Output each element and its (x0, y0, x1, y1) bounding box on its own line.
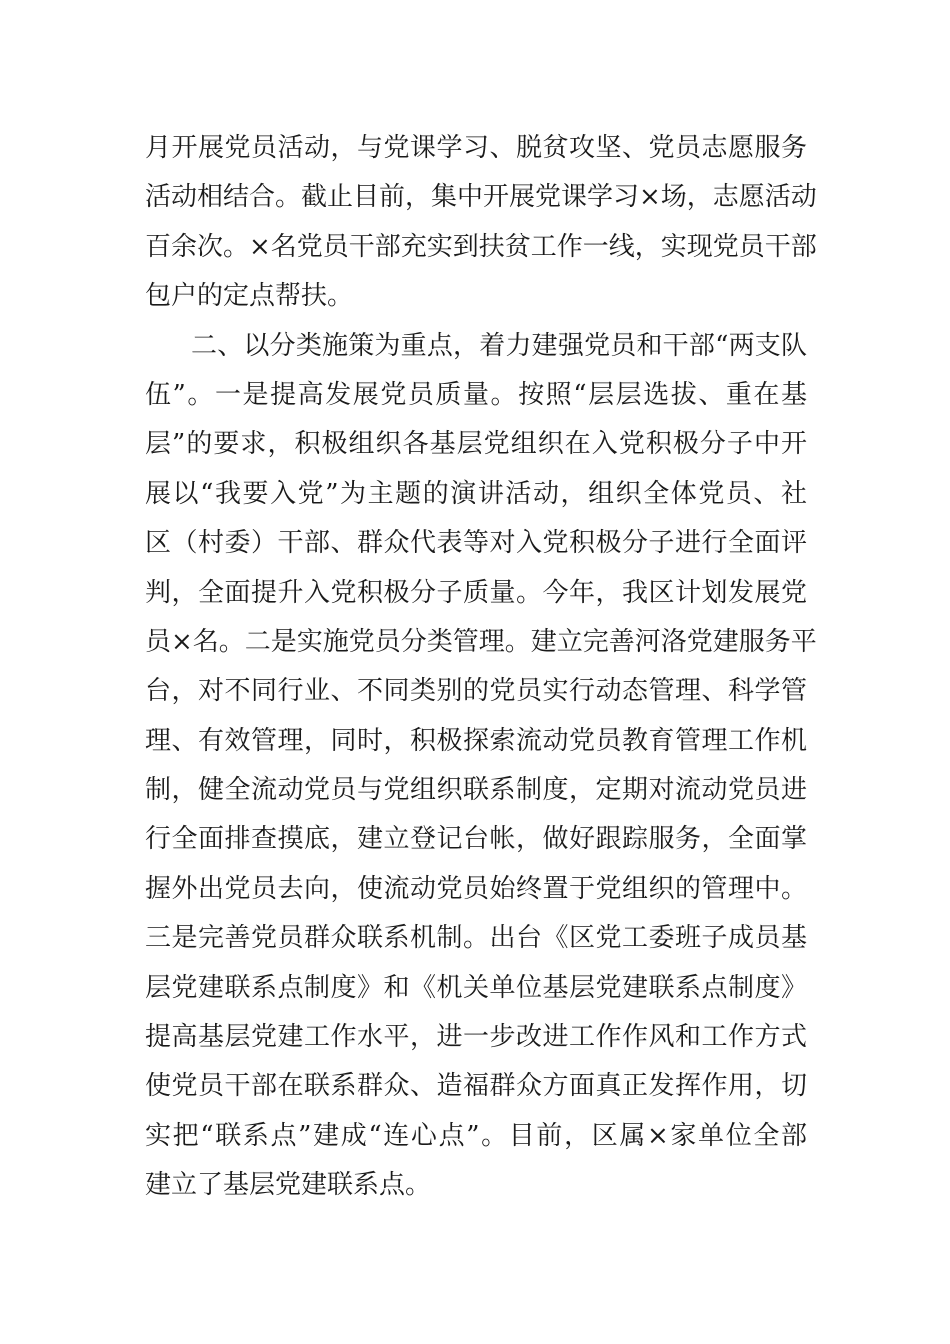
text-line: 实把“联系点”建成“连心点”。目前，区属×家单位全部 (145, 1120, 807, 1151)
text-line: 二、以分类施策为重点，着力建强党员和干部“两支队 (191, 330, 807, 361)
text-line: 活动相结合。截止目前，集中开展党课学习×场，志愿活动 (145, 182, 817, 213)
text-line: 层党建联系点制度》和《机关单位基层党建联系点制度》 (145, 972, 807, 1003)
text-line: 百余次。×名党员干部充实到扶贫工作一线，实现党员干部 (145, 231, 817, 262)
text-line: 包户的定点帮扶。 (145, 281, 354, 312)
text-line: 建立了基层党建联系点。 (145, 1170, 432, 1201)
text-line: 制，健全流动党员与党组织联系制度，定期对流动党员进 (145, 775, 807, 806)
body-text (145, 124, 817, 1211)
text-line: 三是完善党员群众联系机制。出台《区党工委班子成员基 (145, 923, 807, 954)
text-line: 台，对不同行业、不同类别的党员实行动态管理、科学管 (145, 676, 807, 707)
text-line: 理、有效管理，同时，积极探索流动党员教育管理工作机 (145, 725, 807, 756)
text-line: 区（村委）干部、群众代表等对入党积极分子进行全面评 (145, 528, 807, 559)
text-line: 提高基层党建工作水平，进一步改进工作作风和工作方式 (145, 1022, 807, 1053)
text-line: 员×名。二是实施党员分类管理。建立完善河洛党建服务平 (145, 626, 817, 657)
text-line: 握外出党员去向，使流动党员始终置于党组织的管理中。 (145, 873, 807, 904)
text-line: 月开展党员活动，与党课学习、脱贫攻坚、党员志愿服务 (145, 133, 807, 163)
text-line: 伍”。一是提高发展党员质量。按照“层层选拔、重在基 (145, 379, 807, 410)
text-line: 层”的要求，积极组织各基层党组织在入党积极分子中开 (145, 429, 807, 460)
text-line: 行全面排查摸底，建立登记台帐，做好跟踪服务，全面掌 (145, 824, 807, 855)
text-line: 使党员干部在联系群众、造福群众方面真正发挥作用，切 (145, 1071, 807, 1102)
text-line: 展以“我要入党”为主题的演讲活动，组织全体党员、社 (145, 478, 807, 509)
text-line: 判，全面提升入党积极分子质量。今年，我区计划发展党 (145, 577, 807, 608)
